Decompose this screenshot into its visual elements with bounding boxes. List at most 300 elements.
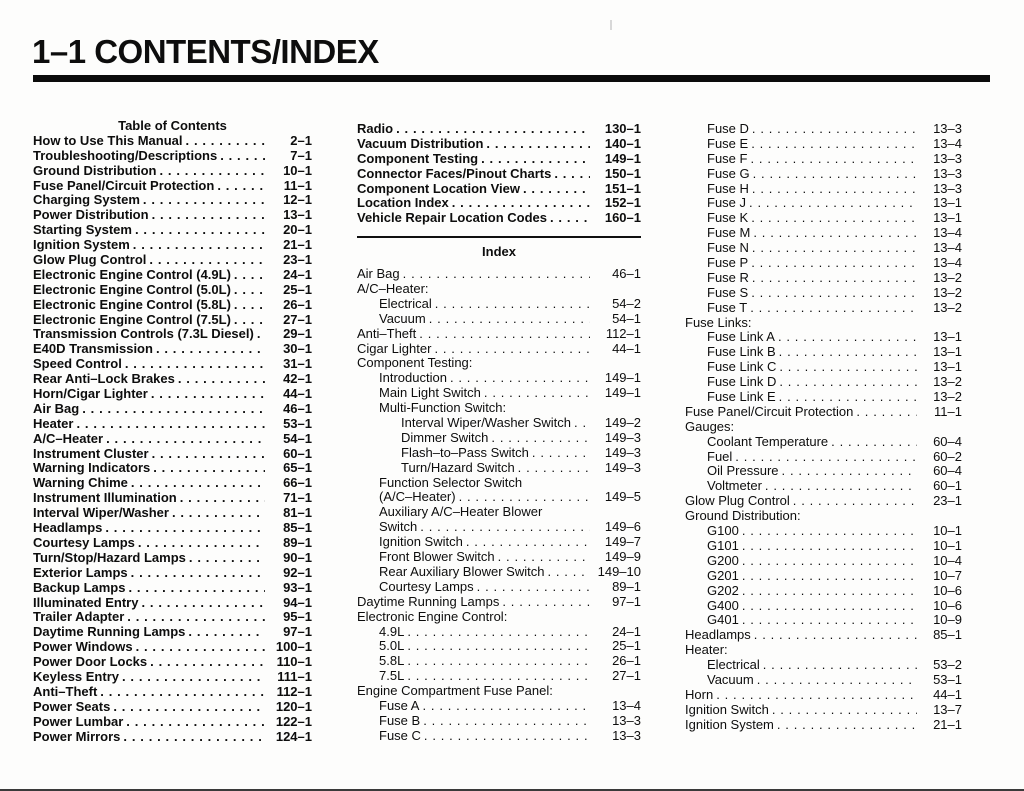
toc-row <box>33 640 312 655</box>
entry-page-number: 124–1 <box>275 729 312 744</box>
dot-leader <box>459 490 590 505</box>
entry-page-number: 26–1 <box>612 654 641 669</box>
entry-label: Fuse A <box>379 698 420 713</box>
dot-leader <box>217 179 265 194</box>
entry-label: Warning Indicators <box>33 461 151 476</box>
entry-label: G101 <box>707 538 739 553</box>
dot-leader <box>172 506 265 521</box>
index-column-2 <box>685 119 962 733</box>
entry-page-number: 11–1 <box>283 178 312 193</box>
dot-leader <box>131 476 265 491</box>
entry-page-number: 44–1 <box>612 341 641 356</box>
toc-row <box>33 193 312 208</box>
title-rule <box>33 75 990 82</box>
dot-leader <box>407 669 590 684</box>
entry-label: Vacuum <box>707 672 754 687</box>
dot-leader <box>856 405 917 420</box>
entry-page-number: 54–1 <box>612 311 641 326</box>
entry-label: Backup Lamps <box>33 580 126 595</box>
dot-leader <box>127 610 265 625</box>
entry-page-number: 66–1 <box>283 476 312 491</box>
entry-label: Ignition System <box>33 238 130 253</box>
entry-label: G400 <box>707 598 739 613</box>
toc-row <box>33 402 312 417</box>
index-row <box>685 643 962 658</box>
entry-label: 7.5L <box>379 669 405 684</box>
dot-leader <box>772 703 917 718</box>
entry-page-number: 13–2 <box>933 300 962 315</box>
entry-page-number: 13–7 <box>933 702 962 717</box>
dot-leader <box>435 297 590 312</box>
dot-leader <box>407 639 590 654</box>
toc-row <box>357 211 641 226</box>
dot-leader <box>782 464 917 479</box>
entry-label: Connector Faces/Pinout Charts <box>357 166 552 181</box>
index-row <box>685 569 962 584</box>
dot-leader <box>518 461 590 476</box>
toc-row <box>33 387 312 402</box>
entry-label: Electronic Engine Control (5.0L) <box>33 282 231 297</box>
entry-page-number: 149–3 <box>604 445 641 460</box>
entry-label: Ignition System <box>685 717 774 732</box>
entry-page-number: 10–6 <box>933 598 962 613</box>
dot-leader <box>754 628 917 643</box>
entry-label: Fuse Link B <box>707 345 776 360</box>
entry-page-number: 23–1 <box>283 253 312 268</box>
index-row <box>685 450 962 465</box>
index-row <box>357 639 641 654</box>
index-row <box>685 524 962 539</box>
entry-page-number: 13–2 <box>933 375 962 390</box>
entry-label: Illuminated Entry <box>33 595 139 610</box>
entry-label: Electrical <box>379 296 432 311</box>
entry-label: Exterior Lamps <box>33 565 128 580</box>
dot-leader <box>752 182 917 197</box>
entry-page-number: 44–1 <box>933 687 962 702</box>
entry-page-number: 97–1 <box>283 625 312 640</box>
entry-label: Fuse T <box>707 300 748 315</box>
dot-leader <box>532 446 590 461</box>
entry-page-number: 81–1 <box>283 506 312 521</box>
entry-label: Fuse H <box>707 181 749 196</box>
entry-page-number: 53–1 <box>933 672 962 687</box>
dot-leader <box>481 152 590 167</box>
entry-label: Heater <box>33 416 74 431</box>
entry-label: (A/C–Heater) <box>379 490 456 505</box>
dot-leader <box>793 494 917 509</box>
index-row <box>357 684 641 699</box>
index-row <box>357 505 641 520</box>
dot-leader <box>777 718 917 733</box>
dot-leader <box>751 137 917 152</box>
dot-leader <box>396 122 590 137</box>
entry-page-number: 10–1 <box>933 538 962 553</box>
entry-label: G100 <box>707 524 739 539</box>
index-row <box>685 718 962 733</box>
entry-label: Fuse N <box>707 241 749 256</box>
dot-leader <box>82 402 265 417</box>
index-row <box>357 401 641 416</box>
dot-leader <box>135 223 265 238</box>
entry-label: Instrument Cluster <box>33 446 149 461</box>
entry-page-number: 97–1 <box>612 594 641 609</box>
dot-leader <box>753 226 917 241</box>
dot-leader <box>735 450 917 465</box>
entry-label: Fuse Panel/Circuit Protection <box>33 178 215 193</box>
entry-label: G202 <box>707 583 739 598</box>
dot-leader <box>452 196 590 211</box>
index-row <box>357 282 641 297</box>
entry-label: Vacuum <box>379 311 426 326</box>
toc-row <box>33 655 312 670</box>
entry-label: Trailer Adapter <box>33 610 125 625</box>
entry-page-number: 89–1 <box>612 579 641 594</box>
toc-list-1 <box>33 134 312 745</box>
dot-leader <box>150 655 265 670</box>
dot-leader <box>138 536 265 551</box>
entry-label: Courtesy Lamps <box>33 535 135 550</box>
entry-label: Dimmer Switch <box>401 430 489 445</box>
entry-label: Interval Wiper/Washer <box>33 506 169 521</box>
entry-label: Warning Chime <box>33 476 128 491</box>
entry-page-number: 13–1 <box>933 196 962 211</box>
entry-page-number: 93–1 <box>283 580 312 595</box>
toc-row <box>33 149 312 164</box>
entry-page-number: 13–2 <box>933 390 962 405</box>
index-row <box>357 461 641 476</box>
entry-label: Component Testing <box>357 151 479 166</box>
entry-page-number: 149–10 <box>597 564 641 579</box>
dot-leader <box>188 625 265 640</box>
index-row <box>685 584 962 599</box>
toc-row <box>33 536 312 551</box>
index-row <box>685 241 962 256</box>
dot-leader <box>407 654 590 669</box>
dot-leader <box>486 137 590 152</box>
entry-label: Fuse C <box>379 728 421 743</box>
dot-leader <box>742 569 917 584</box>
entry-page-number: 13–1 <box>283 208 312 223</box>
dot-leader <box>547 565 590 580</box>
toc-row <box>33 223 312 238</box>
entry-page-number: 89–1 <box>283 535 312 550</box>
dot-leader <box>106 432 265 447</box>
dot-leader <box>133 238 265 253</box>
dot-leader <box>831 435 917 450</box>
entry-page-number: 13–1 <box>933 211 962 226</box>
entry-label: Voltmeter <box>707 479 762 494</box>
entry-label: 5.0L <box>379 639 405 654</box>
index-list-1 <box>357 267 641 744</box>
index-row <box>685 464 962 479</box>
index-row <box>357 297 641 312</box>
toc-row <box>33 715 312 730</box>
entry-label: Rear Auxiliary Blower Switch <box>379 564 545 579</box>
entry-page-number: 60–4 <box>933 434 962 449</box>
index-row <box>357 729 641 744</box>
index-row <box>685 405 962 420</box>
index-row <box>357 431 641 446</box>
entry-page-number: 65–1 <box>283 461 312 476</box>
dot-leader <box>498 550 590 565</box>
entry-page-number: 24–1 <box>612 624 641 639</box>
dot-leader <box>189 551 265 566</box>
dot-leader <box>234 298 265 313</box>
entry-page-number: 13–2 <box>933 285 962 300</box>
toc-row <box>33 313 312 328</box>
entry-page-number: 112–1 <box>276 684 312 699</box>
index-row <box>685 271 962 286</box>
dot-leader <box>477 580 590 595</box>
entry-page-number: 60–1 <box>283 446 312 461</box>
dot-leader <box>765 479 917 494</box>
entry-label: Fuse D <box>707 122 749 136</box>
toc-row <box>33 476 312 491</box>
index-row <box>357 446 641 461</box>
entry-label: Glow Plug Control <box>33 253 147 268</box>
entry-page-number: 44–1 <box>283 387 312 402</box>
entry-label: Headlamps <box>685 628 751 643</box>
dot-leader <box>136 640 265 655</box>
entry-page-number: 10–6 <box>933 583 962 598</box>
dot-leader <box>123 730 265 745</box>
dot-leader <box>716 688 917 703</box>
entry-label: Speed Control <box>33 357 122 372</box>
entry-page-number: 13–3 <box>612 713 641 728</box>
dot-leader <box>742 584 917 599</box>
index-row <box>357 535 641 550</box>
entry-label: Multi-Function Switch: <box>379 401 507 416</box>
entry-page-number: 13–3 <box>612 728 641 743</box>
entry-page-number: 54–1 <box>283 431 312 446</box>
entry-label: Electronic Engine Control (4.9L) <box>33 267 231 282</box>
toc-row <box>33 730 312 745</box>
toc-row <box>357 182 641 197</box>
index-list-2 <box>685 122 962 733</box>
entry-page-number: 13–3 <box>933 151 962 166</box>
entry-page-number: 152–1 <box>604 196 641 211</box>
entry-label: 5.8L <box>379 654 405 669</box>
scan-artifact <box>610 20 612 30</box>
entry-label: 4.9L <box>379 624 405 639</box>
index-row <box>357 580 641 595</box>
dot-leader <box>779 360 917 375</box>
index-row <box>685 435 962 450</box>
dot-leader <box>752 271 917 286</box>
index-row <box>357 625 641 640</box>
entry-label: A/C–Heater: <box>357 282 429 297</box>
entry-label: Function Selector Switch <box>379 475 523 490</box>
index-row <box>685 330 962 345</box>
dot-leader <box>751 256 917 271</box>
entry-page-number: 110–1 <box>276 655 312 670</box>
middle-column <box>357 119 641 744</box>
toc-row <box>33 134 312 149</box>
index-row <box>685 137 962 152</box>
dot-leader <box>742 524 917 539</box>
entry-page-number: 30–1 <box>283 342 312 357</box>
index-row <box>357 386 641 401</box>
entry-page-number: 149–1 <box>604 371 641 386</box>
index-row <box>357 371 641 386</box>
entry-page-number: 46–1 <box>283 401 312 416</box>
dot-leader <box>742 599 917 614</box>
index-row <box>685 539 962 554</box>
index-row <box>685 182 962 197</box>
entry-page-number: 149–6 <box>604 520 641 535</box>
entry-label: A/C–Heater <box>33 431 104 446</box>
index-row <box>357 416 641 431</box>
dot-leader <box>484 386 590 401</box>
entry-label: Front Blower Switch <box>379 550 495 565</box>
dot-leader <box>751 211 917 226</box>
entry-label: Power Lumbar <box>33 714 124 729</box>
index-row <box>357 595 641 610</box>
entry-label: Radio <box>357 122 394 136</box>
toc-row <box>357 137 641 152</box>
dot-leader <box>751 286 917 301</box>
index-row <box>685 196 962 211</box>
entry-page-number: 20–1 <box>283 223 312 238</box>
entry-page-number: 13–3 <box>933 166 962 181</box>
entry-label: How to Use This Manual <box>33 133 183 148</box>
entry-page-number: 26–1 <box>283 297 312 312</box>
dot-leader <box>149 253 265 268</box>
dot-leader <box>178 372 265 387</box>
toc-row <box>33 491 312 506</box>
toc-row <box>33 268 312 283</box>
dot-leader <box>742 613 917 628</box>
entry-page-number: 13–3 <box>933 181 962 196</box>
entry-page-number: 13–1 <box>933 360 962 375</box>
dot-leader <box>220 149 265 164</box>
entry-label: Vacuum Distribution <box>357 136 484 151</box>
entry-page-number: 12–1 <box>283 193 312 208</box>
entry-page-number: 111–1 <box>277 669 312 684</box>
dot-leader <box>779 390 917 405</box>
entry-label: Switch <box>379 520 418 535</box>
entry-label: Engine Compartment Fuse Panel: <box>357 684 553 699</box>
dot-leader <box>234 283 265 298</box>
toc-row <box>33 327 312 342</box>
entry-label: Heater: <box>685 643 728 658</box>
entry-label: Charging System <box>33 193 140 208</box>
dot-leader <box>523 182 590 197</box>
entry-label: Instrument Illumination <box>33 491 177 506</box>
entry-page-number: 42–1 <box>283 372 312 387</box>
entry-label: Rear Anti–Lock Brakes <box>33 372 175 387</box>
entry-label: Keyless Entry <box>33 669 119 684</box>
index-divider <box>357 236 641 238</box>
index-row <box>685 420 962 435</box>
entry-label: Fuse P <box>707 256 749 271</box>
entry-label: Main Light Switch <box>379 386 481 401</box>
toc-row <box>33 164 312 179</box>
entry-label: G200 <box>707 553 739 568</box>
toc-row <box>33 461 312 476</box>
index-row <box>685 494 962 509</box>
entry-page-number: 151–1 <box>604 181 641 196</box>
toc-heading: Table of Contents <box>118 118 227 133</box>
index-row <box>357 327 641 342</box>
index-row <box>357 267 641 282</box>
entry-label: Fuse Link C <box>707 360 777 375</box>
index-row <box>357 669 641 684</box>
index-row <box>685 256 962 271</box>
entry-page-number: 21–1 <box>933 717 962 732</box>
entry-page-number: 149–1 <box>604 386 641 401</box>
entry-page-number: 85–1 <box>283 521 312 536</box>
index-row <box>357 654 641 669</box>
entry-label: Fuse K <box>707 211 749 226</box>
entry-page-number: 71–1 <box>283 491 312 506</box>
entry-label: Fuse Link E <box>707 390 776 405</box>
entry-label: Troubleshooting/Descriptions <box>33 148 218 163</box>
dot-leader <box>779 345 917 360</box>
entry-page-number: 130–1 <box>604 122 641 136</box>
entry-label: E40D Transmission <box>33 342 153 357</box>
index-row <box>357 565 641 580</box>
dot-leader <box>742 539 917 554</box>
entry-label: Introduction <box>379 371 447 386</box>
toc-row <box>357 152 641 167</box>
dot-leader <box>234 268 265 283</box>
entry-page-number: 54–2 <box>612 296 641 311</box>
index-row <box>685 673 962 688</box>
index-row <box>357 342 641 357</box>
entry-label: Horn/Cigar Lighter <box>33 387 148 402</box>
entry-label: Anti–Theft <box>357 326 417 341</box>
entry-label: Fuse Link A <box>707 330 775 345</box>
dot-leader <box>128 581 265 596</box>
index-row <box>357 714 641 729</box>
dot-leader <box>419 327 590 342</box>
toc-column-1 <box>33 119 312 744</box>
entry-label: Power Windows <box>33 640 133 655</box>
entry-page-number: 13–4 <box>933 136 962 151</box>
entry-page-number: 13–2 <box>933 270 962 285</box>
entry-label: Fuse Link D <box>707 375 777 390</box>
entry-page-number: 53–1 <box>283 416 312 431</box>
dot-leader <box>757 673 917 688</box>
toc-row <box>33 596 312 611</box>
dot-leader <box>76 417 265 432</box>
entry-label: Ignition Switch <box>685 702 769 717</box>
entry-page-number: 149–5 <box>604 490 641 505</box>
dot-leader <box>186 134 265 149</box>
dot-leader <box>131 566 265 581</box>
entry-label: Power Door Locks <box>33 655 148 670</box>
entry-page-number: 112–1 <box>605 326 641 341</box>
entry-label: Fuse F <box>707 151 748 166</box>
index-row <box>357 476 641 491</box>
dot-leader <box>554 167 590 182</box>
entry-label: Turn/Stop/Hazard Lamps <box>33 550 186 565</box>
dot-leader <box>749 196 917 211</box>
entry-label: Fuse S <box>707 285 749 300</box>
entry-label: Coolant Temperature <box>707 434 829 449</box>
dot-leader <box>153 461 265 476</box>
entry-label: Auxiliary A/C–Heater Blower <box>379 505 543 520</box>
entry-page-number: 100–1 <box>275 640 312 655</box>
toc-row <box>33 238 312 253</box>
index-row <box>685 375 962 390</box>
entry-label: Location Index <box>357 196 449 211</box>
entry-page-number: 60–4 <box>933 464 962 479</box>
dot-leader <box>424 729 590 744</box>
dot-leader <box>122 670 265 685</box>
dot-leader <box>125 357 265 372</box>
